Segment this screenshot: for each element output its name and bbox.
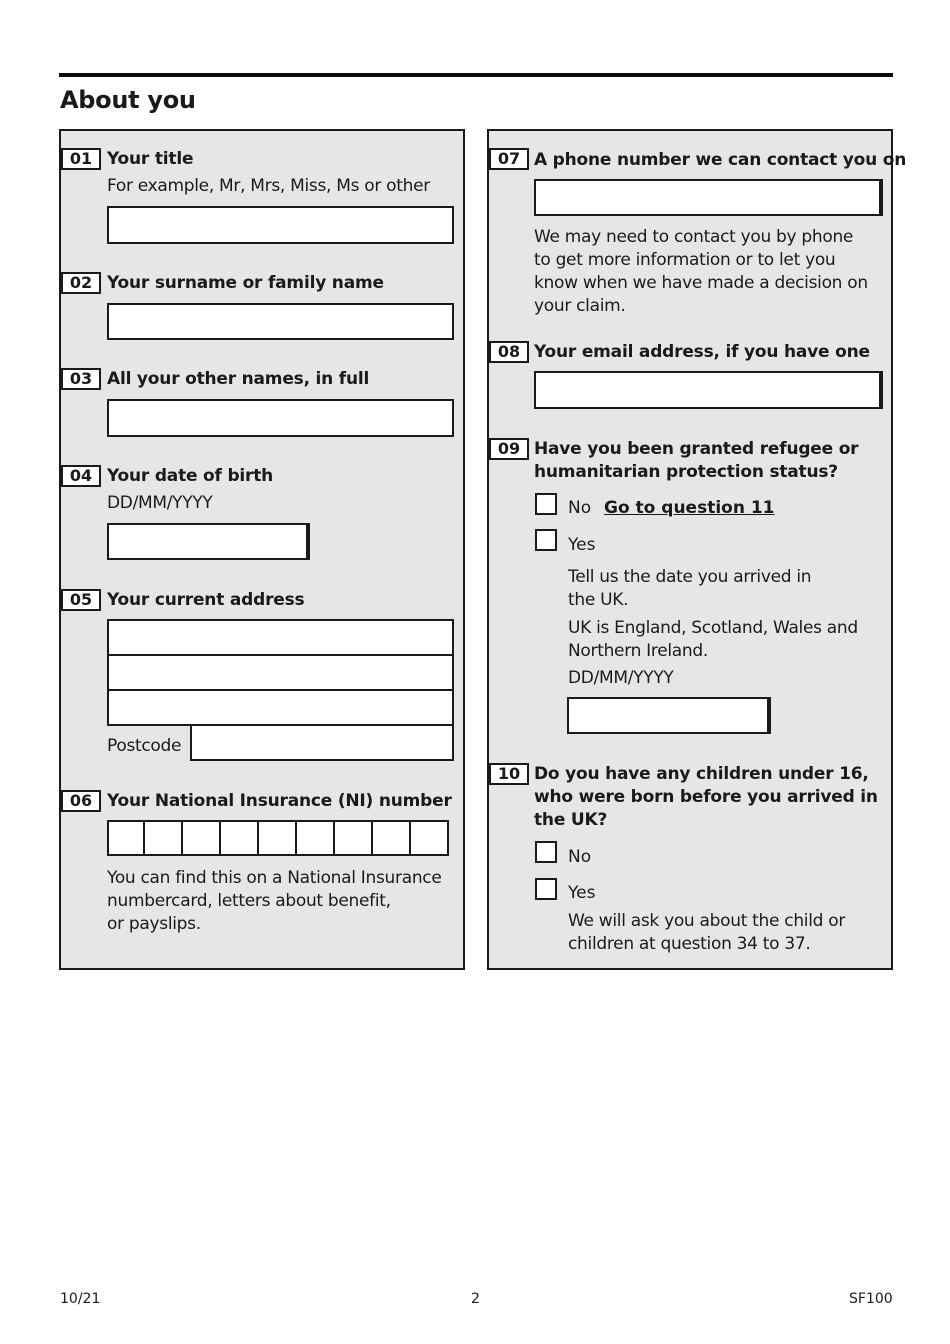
question-label-refugee-line-1: Have you been granted refugee or — [534, 439, 859, 459]
other-names-input[interactable] — [107, 399, 454, 437]
question-label-refugee-line-2: humanitarian protection status? — [534, 462, 838, 482]
top-rule — [59, 73, 893, 77]
children-yes-checkbox[interactable] — [535, 878, 557, 900]
dob-input[interactable] — [107, 523, 310, 560]
ni-character-box-9[interactable] — [411, 820, 449, 856]
children-note-line-2: children at question 34 to 37. — [568, 934, 811, 954]
address-line-2-input[interactable] — [107, 654, 454, 691]
question-number-04: 04 — [61, 465, 101, 487]
question-label-dob: Your date of birth — [107, 466, 274, 486]
phone-hint-line-4: your claim. — [534, 296, 626, 316]
ni-hint-line-1: You can find this on a National Insurance — [107, 868, 442, 888]
phone-hint-line-2: to get more information or to let you — [534, 250, 836, 270]
ni-character-box-1[interactable] — [107, 820, 145, 856]
address-line-1-input[interactable] — [107, 619, 454, 656]
ni-character-box-5[interactable] — [259, 820, 297, 856]
email-input[interactable] — [534, 371, 883, 409]
ni-character-box-3[interactable] — [183, 820, 221, 856]
uk-definition-line-1: UK is England, Scotland, Wales and — [568, 618, 858, 638]
footer-date: 10/21 — [60, 1291, 101, 1307]
footer-page-number: 2 — [471, 1291, 480, 1307]
question-label-title: Your title — [107, 149, 194, 169]
section-title: About you — [60, 86, 196, 114]
ni-number-boxes — [107, 820, 449, 856]
question-label-phone: A phone number we can contact you on — [534, 150, 907, 170]
ni-character-box-8[interactable] — [373, 820, 411, 856]
address-line-3-input[interactable] — [107, 689, 454, 726]
question-number-03: 03 — [61, 368, 101, 390]
ni-character-box-2[interactable] — [145, 820, 183, 856]
footer-form-code: SF100 — [849, 1291, 893, 1307]
phone-hint-line-1: We may need to contact you by phone — [534, 227, 854, 247]
ni-character-box-7[interactable] — [335, 820, 373, 856]
question-label-email: Your email address, if you have one — [534, 342, 870, 362]
children-yes-label: Yes — [568, 883, 596, 903]
phone-input[interactable] — [534, 179, 883, 216]
question-number-02: 02 — [61, 272, 101, 294]
postcode-label: Postcode — [107, 736, 182, 756]
question-number-08: 08 — [489, 341, 529, 363]
question-label-ni-number: Your National Insurance (NI) number — [107, 791, 452, 811]
question-label-children-line-3: the UK? — [534, 810, 608, 830]
question-label-children-line-1: Do you have any children under 16, — [534, 764, 869, 784]
refugee-no-label: No — [568, 498, 592, 518]
children-note-line-1: We will ask you about the child or — [568, 911, 846, 931]
question-label-surname: Your surname or family name — [107, 273, 384, 293]
children-no-checkbox[interactable] — [535, 841, 557, 863]
question-label-children-line-2: who were born before you arrived in — [534, 787, 878, 807]
refugee-yes-label: Yes — [568, 535, 596, 555]
ni-character-box-4[interactable] — [221, 820, 259, 856]
ni-character-box-6[interactable] — [297, 820, 335, 856]
phone-hint-line-3: know when we have made a decision on — [534, 273, 868, 293]
title-hint: For example, Mr, Mrs, Miss, Ms or other — [107, 176, 430, 196]
ni-hint-line-3: or payslips. — [107, 914, 201, 934]
arrival-date-input[interactable] — [567, 697, 771, 734]
question-number-06: 06 — [61, 790, 101, 812]
question-label-address: Your current address — [107, 590, 305, 610]
question-number-07: 07 — [489, 148, 529, 170]
arrival-date-instruction-line-1: Tell us the date you arrived in — [568, 567, 812, 587]
uk-definition-line-2: Northern Ireland. — [568, 641, 708, 661]
question-number-10: 10 — [489, 763, 529, 785]
refugee-yes-checkbox[interactable] — [535, 529, 557, 551]
arrival-date-instruction-line-2: the UK. — [568, 590, 629, 610]
surname-input[interactable] — [107, 303, 454, 340]
ni-hint-line-2: numbercard, letters about benefit, — [107, 891, 391, 911]
postcode-input[interactable] — [190, 724, 454, 761]
refugee-no-goto-link[interactable]: Go to question 11 — [604, 498, 775, 518]
question-number-01: 01 — [61, 148, 101, 170]
arrival-date-format-hint: DD/MM/YYYY — [568, 668, 674, 688]
dob-format-hint: DD/MM/YYYY — [107, 493, 213, 513]
question-number-05: 05 — [61, 589, 101, 611]
children-no-label: No — [568, 847, 592, 867]
title-input[interactable] — [107, 206, 454, 244]
refugee-no-checkbox[interactable] — [535, 493, 557, 515]
question-label-other-names: All your other names, in full — [107, 369, 370, 389]
question-number-09: 09 — [489, 438, 529, 460]
